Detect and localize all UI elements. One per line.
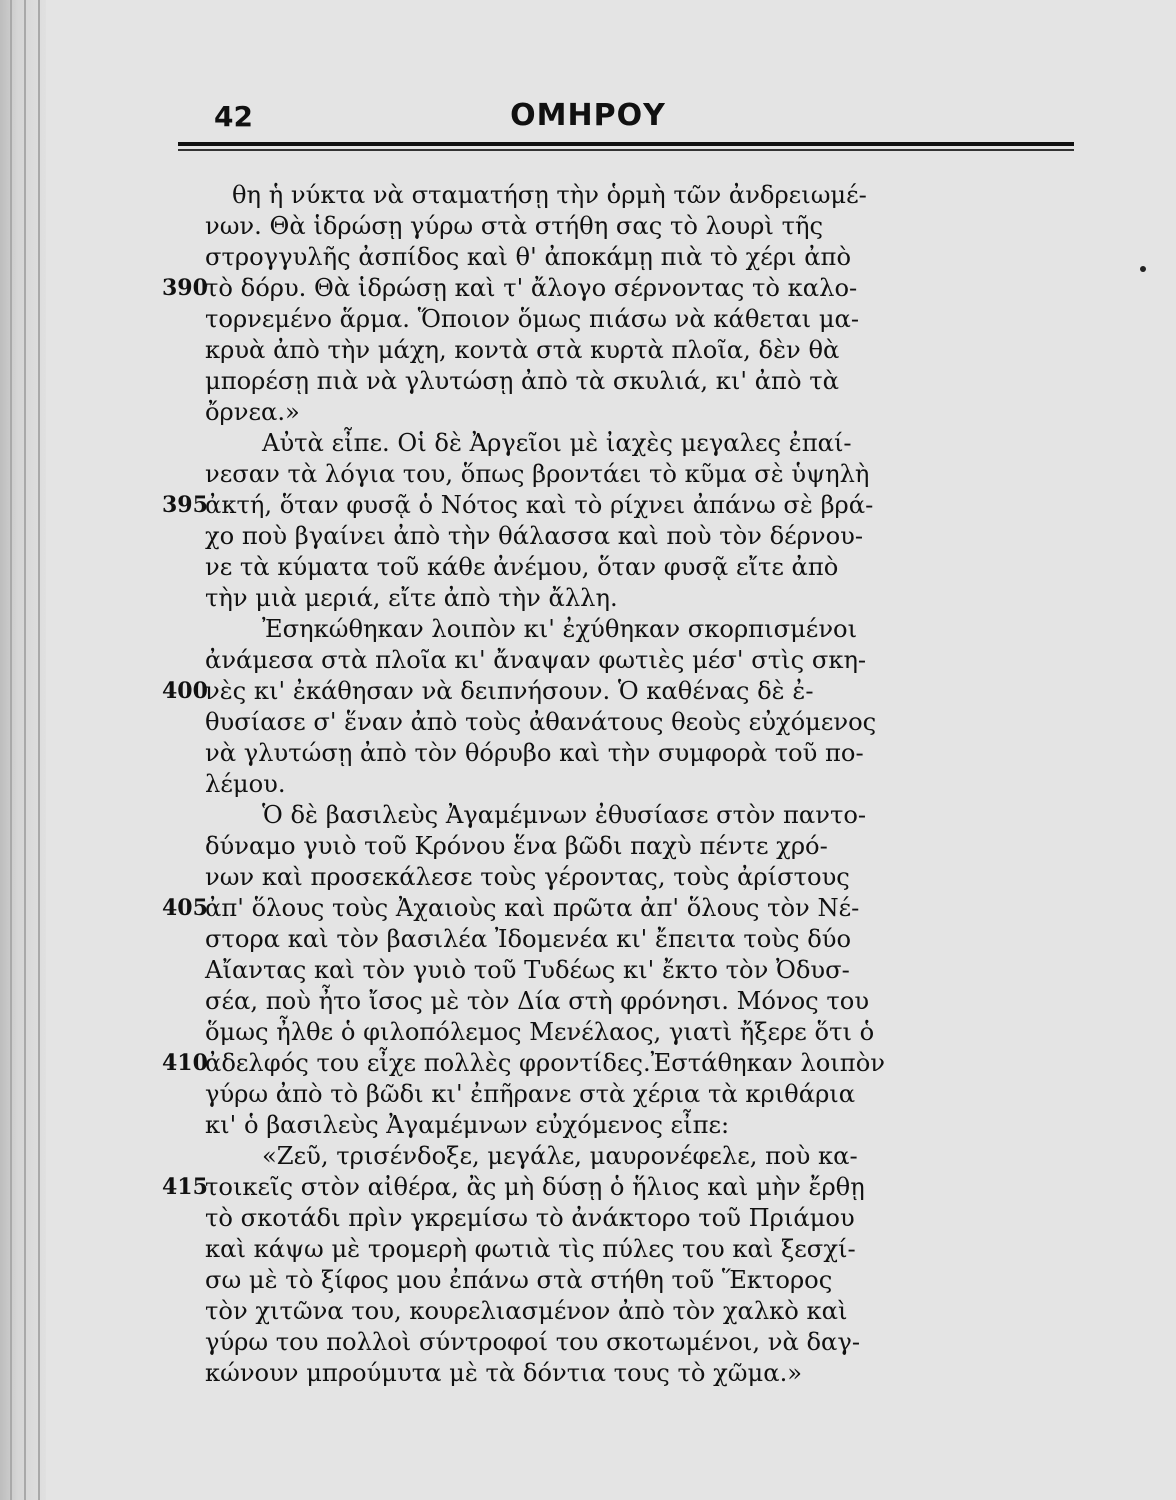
text-line: τὸ δόρυ. Θὰ ἱδρώσῃ καὶ τ' ἄλογο σέρνοντας τὸ καλο- xyxy=(205,274,858,302)
text-line: καὶ κάψω μὲ τρομερὴ φωτιὰ τὶς πύλες του καὶ ξεσχί- xyxy=(205,1235,856,1263)
verse-number: 390 xyxy=(162,275,208,301)
page-edge-line xyxy=(10,0,12,1500)
verse-number: 415 xyxy=(162,1174,208,1200)
text-line: τὸ σκοτάδι πρὶν γκρεμίσω τὸ ἀνάκτορο τοῦ Πριάμου xyxy=(205,1204,855,1232)
text-line: νεσαν τὰ λόγια του, ὅπως βροντάει τὸ κῦμα σὲ ὑψηλὴ xyxy=(205,460,870,488)
text-line: Αἴαντας καὶ τὸν γυιὸ τοῦ Τυδέως κι' ἔκτο τὸν Ὀδυσ- xyxy=(205,956,850,984)
page-number: 42 xyxy=(214,100,253,133)
text-line: στορα καὶ τὸν βασιλέα Ἰδομενέα κι' ἔπειτα τοὺς δύο xyxy=(205,925,852,953)
text-line: κώνουν μπρούμυτα μὲ τὰ δόντια τους τὸ χῶμα.» xyxy=(205,1359,803,1387)
text-line: ὅμως ἦλθε ὁ φιλοπόλεμος Μενέλαος, γιατὶ ἤξερε ὅτι ὁ xyxy=(205,1018,875,1046)
text-line: στρογγυλῆς ἀσπίδος καὶ θ' ἀποκάμῃ πιὰ τὸ χέρι ἀπὸ xyxy=(205,243,851,271)
text-line: ἀπ' ὅλους τοὺς Ἀχαιοὺς καὶ πρῶτα ἀπ' ὅλους τὸν Νέ- xyxy=(205,894,860,922)
running-title: ΟΜΗΡΟΥ xyxy=(510,98,666,133)
text-line: σέα, ποὺ ἦτο ἴσος μὲ τὸν Δία στὴ φρόνησι. Μόνος του xyxy=(205,987,870,1015)
text-line: μπορέσῃ πιὰ νὰ γλυτώσῃ ἀπὸ τὰ σκυλιά, κι' ἀπὸ τὰ xyxy=(205,367,839,395)
text-line: τοικεῖς στὸν αἰθέρα, ἂς μὴ δύσῃ ὁ ἥλιος καὶ μὴν ἔρθῃ xyxy=(205,1173,865,1201)
text-line: τορνεμένο ἅρμα. Ὅποιον ὅμως πιάσω νὰ κάθεται μα- xyxy=(205,305,860,333)
text-line: Ὁ δὲ βασιλεὺς Ἀγαμέμνων ἐθυσίασε στὸν παντο- xyxy=(262,801,867,829)
verse-number: 400 xyxy=(162,678,208,704)
text-line: χο ποὺ βγαίνει ἀπὸ τὴν θάλασσα καὶ ποὺ τὸν δέρνου- xyxy=(205,522,864,550)
text-line: νὲς κι' ἐκάθησαν νὰ δειπνήσουν. Ὁ καθένας δὲ ἐ- xyxy=(205,677,814,705)
text-line: νὰ γλυτώσῃ ἀπὸ τὸν θόρυβο καὶ τὴν συμφορὰ τοῦ πο- xyxy=(205,739,864,767)
text-line: κρυὰ ἀπὸ τὴν μάχη, κοντὰ στὰ κυρτὰ πλοῖα, δὲν θὰ xyxy=(205,336,840,364)
text-line: δύναμο γυιὸ τοῦ Κρόνου ἕνα βῶδι παχὺ πέντε χρό- xyxy=(205,832,828,860)
text-line: λέμου. xyxy=(205,770,286,798)
header-rule xyxy=(178,142,1074,146)
text-line: Αὐτὰ εἶπε. Οἱ δὲ Ἀργεῖοι μὲ ἰαχὲς μεγαλες ἐπαί- xyxy=(262,429,852,457)
text-line: θη ἡ νύκτα νὰ σταματήσῃ τὴν ὁρμὴ τῶν ἀνδρειωμέ- xyxy=(232,181,867,209)
text-line: γύρω ἀπὸ τὸ βῶδι κι' ἐπῆρανε στὰ χέρια τὰ κριθάρια xyxy=(205,1080,856,1108)
text-line: τὸν χιτῶνα του, κουρελιασμένον ἀπὸ τὸν χαλκὸ καὶ xyxy=(205,1297,848,1325)
text-line: τὴν μιὰ μεριά, εἴτε ἀπὸ τὴν ἄλλη. xyxy=(205,584,618,612)
text-line: γύρω του πολλοὶ σύντροφοί του σκοτωμένοι, νὰ δαγ- xyxy=(205,1328,860,1356)
text-line: ἀκτή, ὅταν φυσᾷ ὁ Νότος καὶ τὸ ρίχνει ἀπάνω σὲ βρά- xyxy=(205,491,874,519)
verse-number: 405 xyxy=(162,895,208,921)
header-rule-thin xyxy=(178,149,1074,151)
text-line: «Ζεῦ, τρισένδοξε, μεγάλε, μαυρονέφελε, ποὺ κα- xyxy=(262,1142,858,1170)
verse-number: 395 xyxy=(162,492,208,518)
text-line: ὄρνεα.» xyxy=(205,398,300,426)
text-line: ἀνάμεσα στὰ πλοῖα κι' ἄναψαν φωτιὲς μέσ' στὶς σκη- xyxy=(205,646,867,674)
print-speck xyxy=(1140,266,1146,272)
text-line: θυσίασε σ' ἕναν ἀπὸ τοὺς ἀθανάτους θεοὺς εὐχόμενος xyxy=(205,708,877,736)
text-line: σω μὲ τὸ ξίφος μου ἐπάνω στὰ στήθη τοῦ Ἕκτορος xyxy=(205,1266,833,1294)
text-line: ἀδελφός του εἶχε πολλὲς φροντίδες.Ἐστάθηκαν λοιπὸν xyxy=(205,1049,885,1077)
text-line: κι' ὁ βασιλεὺς Ἀγαμέμνων εὐχόμενος εἶπε: xyxy=(205,1111,730,1139)
verse-number: 410 xyxy=(162,1050,208,1076)
page-edge-line xyxy=(38,0,40,1500)
text-line: νων καὶ προσεκάλεσε τοὺς γέροντας, τοὺς ἀρίστους xyxy=(205,863,850,891)
text-line: νων. Θὰ ἱδρώσῃ γύρω στὰ στήθη σας τὸ λουρὶ τῆς xyxy=(205,212,823,240)
page-edge-line xyxy=(24,0,26,1500)
text-line: Ἐσηκώθηκαν λοιπὸν κι' ἐχύθηκαν σκορπισμένοι xyxy=(262,615,858,643)
text-line: νε τὰ κύματα τοῦ κάθε ἀνέμου, ὅταν φυσᾷ εἴτε ἀπὸ xyxy=(205,553,839,581)
